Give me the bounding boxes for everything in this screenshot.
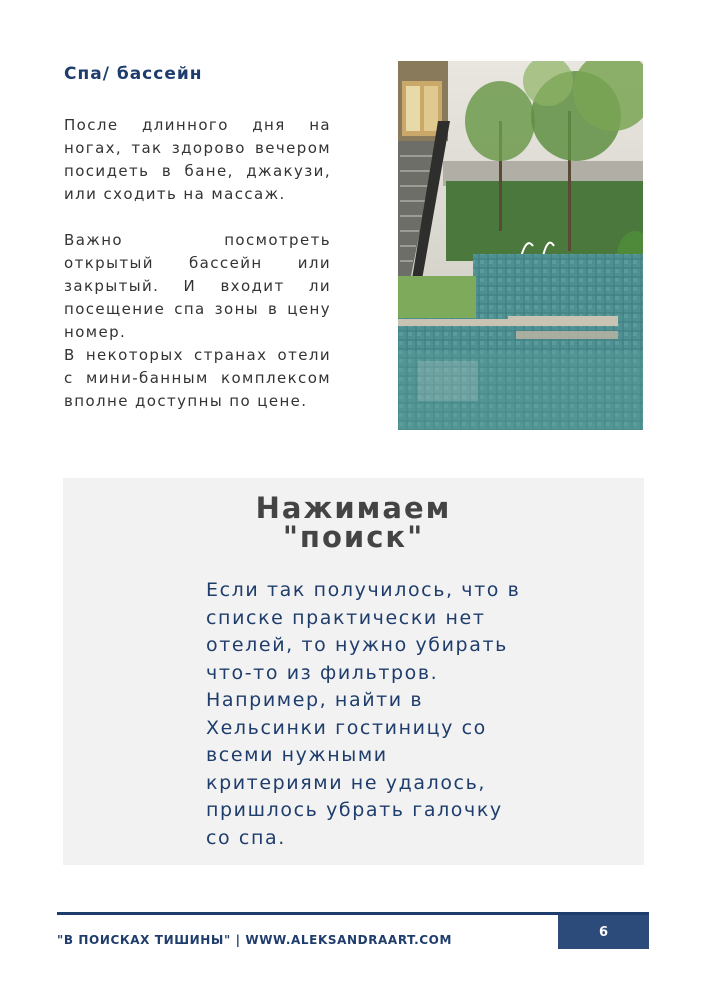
section-title: Спа/ бассейн — [64, 64, 203, 84]
search-tip-callout — [63, 478, 644, 865]
callout-title-line-2: "поиск" — [282, 520, 425, 554]
paragraph-pool-type: Важно посмотреть открытый бассейн или закрытый. И входит ли посещение спа зоны в цену номер. — [64, 231, 331, 341]
callout-title-line-1: Нажимаем — [255, 491, 452, 525]
callout-body: Если так получилось, что в списке практически нет отелей, то нужно убирать что-то из фильтров. Например, найти в Хельсинки гостиницу со всеми нужными критериями не удалось, пришлось убрать галочку со спа. — [206, 579, 521, 849]
footer-text: "В ПОИСКАХ ТИШИНЫ" | WWW.ALEKSANDRAART.COM — [57, 933, 452, 947]
spa-pool-photo — [398, 61, 643, 430]
paragraph-spa-intro: После длинного дня на ногах, так здорово вечером посидеть в бане, джакузи, или сходить на массаж. — [64, 116, 331, 203]
page-number: 6 — [558, 915, 649, 949]
paragraph-prices: В некоторых странах отели с мини-банным комплексом вполне доступны по цене. — [64, 346, 331, 410]
callout-title — [63, 491, 644, 554]
